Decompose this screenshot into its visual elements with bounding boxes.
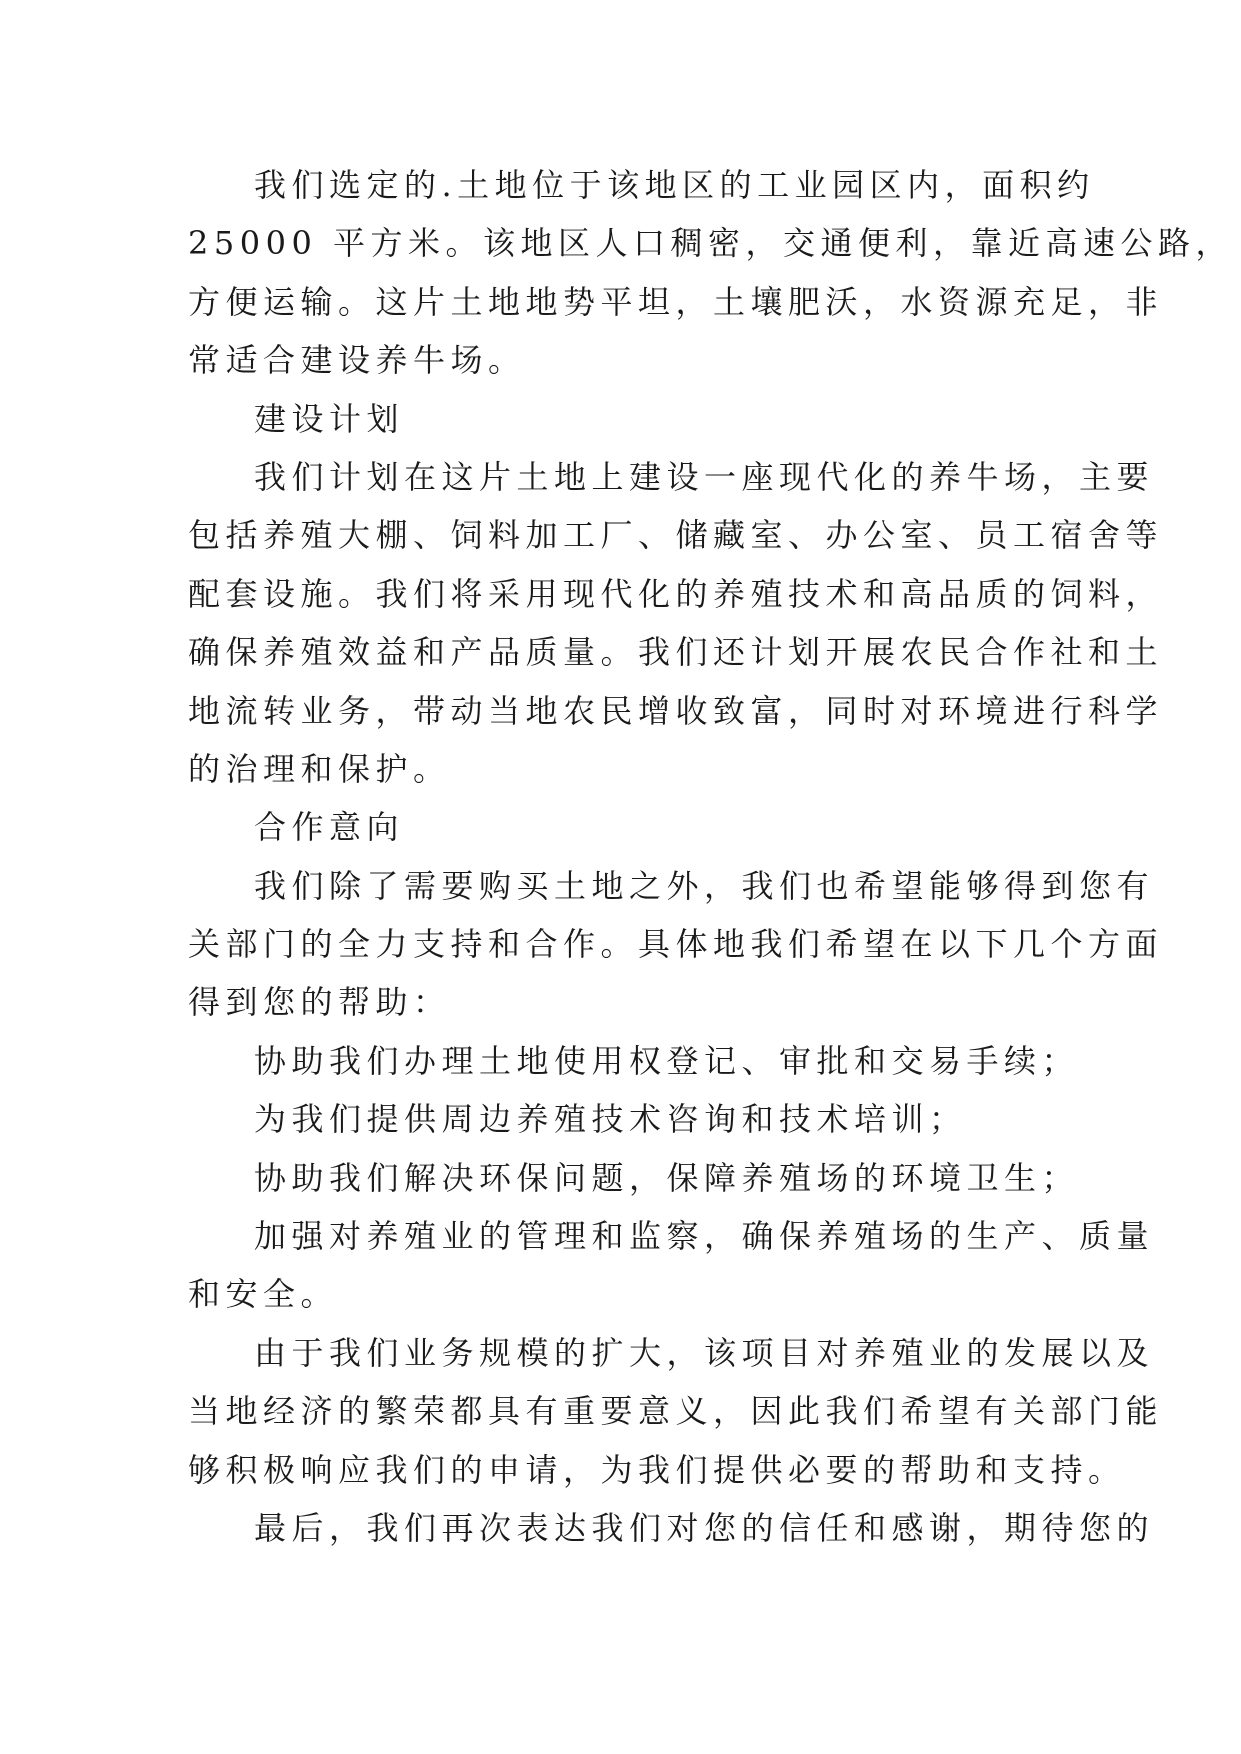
section-heading-construction-plan: 建设计划 bbox=[254, 399, 405, 438]
paragraph-land-location-line: 25000 平方米。该地区人口稠密，交通便利，靠近高速公路， bbox=[188, 224, 1233, 263]
paragraph-land-location-line: 方便运输。这片土地地势平坦，土壤肥沃，水资源充足，非 bbox=[188, 282, 1164, 321]
paragraph-construction-plan-line: 的治理和保护。 bbox=[188, 749, 451, 788]
paragraph-significance-line: 够积极响应我们的申请，为我们提供必要的帮助和支持。 bbox=[188, 1450, 1126, 1489]
request-item-land-registration: 协助我们办理土地使用权登记、审批和交易手续； bbox=[254, 1041, 1080, 1080]
request-item-environmental-protection: 协助我们解决环保问题，保障养殖场的环境卫生； bbox=[254, 1158, 1080, 1197]
paragraph-land-location-line: 常适合建设养牛场。 bbox=[188, 341, 526, 380]
paragraph-significance-line: 由于我们业务规模的扩大，该项目对养殖业的发展以及 bbox=[254, 1333, 1155, 1372]
document-body bbox=[188, 156, 1233, 1557]
paragraph-construction-plan-line: 包括养殖大棚、饲料加工厂、储藏室、办公室、员工宿舍等 bbox=[188, 516, 1164, 555]
request-item-supervision: 和安全。 bbox=[188, 1275, 339, 1314]
paragraph-closing-line: 最后，我们再次表达我们对您的信任和感谢，期待您的 bbox=[254, 1508, 1155, 1547]
paragraph-construction-plan-line: 地流转业务，带动当地农民增收致富，同时对环境进行科学 bbox=[188, 691, 1164, 730]
paragraph-cooperation-line: 得到您的帮助： bbox=[188, 983, 451, 1022]
paragraph-construction-plan-line: 确保养殖效益和产品质量。我们还计划开展农民合作社和土 bbox=[188, 633, 1164, 672]
paragraph-construction-plan-line: 配套设施。我们将采用现代化的养殖技术和高品质的饲料， bbox=[188, 574, 1164, 613]
paragraph-cooperation-line: 关部门的全力支持和合作。具体地我们希望在以下几个方面 bbox=[188, 925, 1164, 964]
paragraph-significance-line: 当地经济的繁荣都具有重要意义，因此我们希望有关部门能 bbox=[188, 1392, 1164, 1431]
paragraph-construction-plan-line: 我们计划在这片土地上建设一座现代化的养牛场，主要 bbox=[254, 457, 1155, 496]
paragraph-cooperation-line: 我们除了需要购买土地之外，我们也希望能够得到您有 bbox=[254, 866, 1155, 905]
section-heading-cooperation-intent: 合作意向 bbox=[254, 808, 405, 847]
request-item-technical-training: 为我们提供周边养殖技术咨询和技术培训； bbox=[254, 1100, 967, 1139]
paragraph-land-location-line: 我们选定的.土地位于该地区的工业园区内，面积约 bbox=[254, 166, 1095, 204]
request-item-supervision: 加强对养殖业的管理和监察，确保养殖场的生产、质量 bbox=[254, 1217, 1155, 1256]
